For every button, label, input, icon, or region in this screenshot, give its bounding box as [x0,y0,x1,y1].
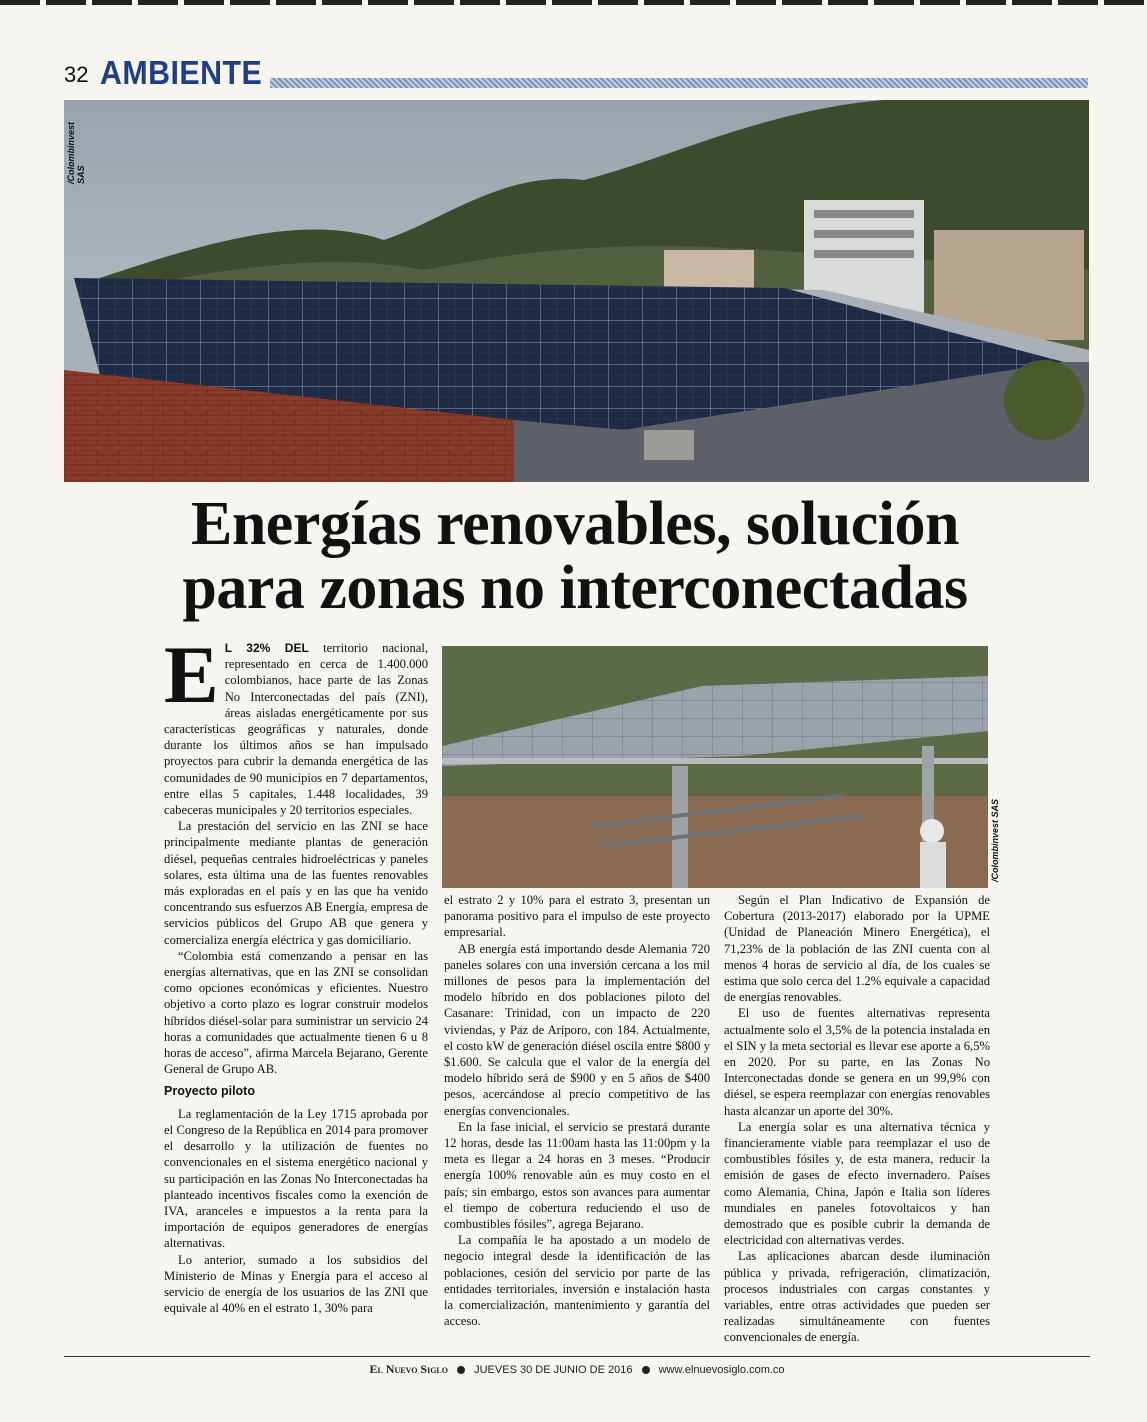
paragraph: El uso de fuentes alternativas representa actualmente solo el 3,5% de la potencia instalada en el SIN y la meta sectorial es llevar ese aporte a 6,5% en 2020. Por su parte, en las Zonas No Interconectadas donde se genera en un 99,9% con diésel, se espera reemplazar con energías renovables hasta alcanzar un aporte del 30%. [724,1006,990,1118]
headline [70,492,1080,620]
headline-line-1: Energías renovables, solución [190,490,960,558]
paragraph: Según el Plan Indicativo de Expansión de Cobertura (2013-2017) elaborado por la UPME (Unidad de Planeación Minero Energética), el 71,23% de la población de las ZNI cuenta con al menos 4 horas de servicio al día, de los cuales se estima que solo cerca del 1.2% equivale a capacidad de energías renovables. [724,893,990,1005]
photo-credit-top: /Colombinvest SAS [66,121,86,184]
footer-rule [64,1356,1090,1357]
bullet-icon [457,1366,465,1374]
lead-text: territorio nacional, representado en cerca de 1.400.000 colombianos, hace parte de las Zonas No Interconectadas del país (ZNI), áreas aisladas energéticamente por sus características geográficas y naturales, donde durante los últimos años se han impulsado proyectos para cubrir la demanda energética de las comunidades de 90 municipios en 7 departamentos, entre ellas 5 capitales, 1.448 localidades, 39 cabeceras municipales y 20 territorios especiales. [164,641,428,818]
paragraph: “Colombia está comenzando a pensar en las energías alternativas, que en las ZNI se consolidan como opciones económicas y eficientes. Nuestro objetivo a corto plazo es lograr construir modelos híbridos diésel-solar para suministrar un servicio 24 horas a comunidades que actualmente tienen 6 u 8 horas de acceso”, afirma Marcela Bejarano, Gerente General de Grupo AB. [164,948,428,1077]
section-title: AMBIENTE [100,54,263,91]
section-rule [270,78,1088,88]
dropcap: E [164,629,219,720]
paragraph: La energía solar es una alternativa técnica y financieramente viable para reemplazar el uso de combustibles fósiles y, de esta manera, reducir la emisión de gases de efecto invernadero. Países como Alemania, China, Japón e Italia son líderes mundiales en paneles fotovoltaicos y han demostrado que es posible cubrir la demanda de electricidad con alternativas verdes. [724,1119,990,1248]
solar-structure-image [442,646,988,888]
inline-photo [442,646,988,888]
paragraph: AB energía está importando desde Alemania 720 paneles solares con una inversión cercana a los mil millones de pesos para la implementación del modelo híbrido en dos poblaciones piloto del Casanare: Trinidad, con un impacto de 220 viviendas, y Paz de Ariporo, con 184. Actualmente, el costo kW de generación diésel oscila entre $800 y $1.600. Se calcula que el valor de la energía del modelo híbrido será de $900 y en 5 años de $400 pesos, acercándose al precio competitivo de las energías convencionales. [444,941,710,1118]
main-photo [64,100,1089,482]
footer [64,1362,1090,1377]
lead-bold: L 32% DEL [224,641,309,655]
bullet-icon [642,1366,650,1374]
paragraph: La prestación del servicio en las ZNI se hace principalmente mediante plantas de generación diésel, pequeñas centrales hidroeléctricas y paneles solares, esta última una de las fuentes renovables más exploradas en el país y en las que ha venido concentrando sus esfuerzos AB Energía, empresa de servicios públicos del Grupo AB que genera y comercializa energía eléctrica y gas domiciliario. [164,819,428,947]
page-number: 32 [64,62,89,87]
article-column-1 [164,629,428,1316]
article-column-2 [444,892,710,1329]
newspaper-brand: El Nuevo Siglo [369,1362,448,1376]
lead-paragraph [164,629,428,818]
paragraph: La compañía le ha apostado a un modelo de negocio integral desde la identificación de las poblaciones, cesión del servicio por parte de las entidades territoriales, inversión e instalación hasta la comercialización, mantenimiento y garantía del acceso. [444,1233,710,1329]
headline-line-2: para zonas no interconectadas [182,554,968,622]
issue-date: JUEVES 30 DE JUNIO DE 2016 [474,1364,633,1376]
photo-credit-inline: /Colombinvest SAS [990,798,1000,882]
top-border [0,0,1147,5]
solar-roof-image [64,100,1089,482]
subhead: Proyecto piloto [164,1084,255,1099]
paragraph: La reglamentación de la Ley 1715 aprobada por el Congreso de la República en 2014 para promover el desarrollo y la utilización de fuentes no convencionales en el sistema energético nacional y su participación en las Zonas No Interconectadas ha planteado incentivos fiscales como la exención de IVA, aranceles e impuestos a la renta para la importación de equipos generadores de energías alternativas. [164,1106,428,1251]
paragraph: Lo anterior, sumado a los subsidios del Ministerio de Minas y Energía para el acceso al servicio de energía de los usuarios de las ZNI que equivale al 40% en el estrato 1, 30% para [164,1252,428,1316]
paragraph: Las aplicaciones abarcan desde iluminación pública y privada, refrigeración, climatización, procesos industriales con cargas constantes y variables, entre otras actividades que pueden ser realizadas simultáneamente con fuentes convencionales de energía. [724,1249,990,1345]
website-url: www.elnuevosiglo.com.co [658,1364,785,1376]
paragraph: En la fase inicial, el servicio se prestará durante 12 horas, desde las 11:00am hasta las 11:00pm y la meta es llegar a 24 horas en 3 meses. “Producir energía 100% renovable aún es muy costo en el país; sin embargo, estos son avances para aumentar el tiempo de cobertura reduciendo el uso de combustibles fósiles”, agrega Bejarano. [444,1119,710,1232]
article-column-3 [724,892,990,1346]
paragraph: el estrato 2 y 10% para el estrato 3, presentan un panorama positivo para el impulso de este proyecto empresarial. [444,893,710,940]
